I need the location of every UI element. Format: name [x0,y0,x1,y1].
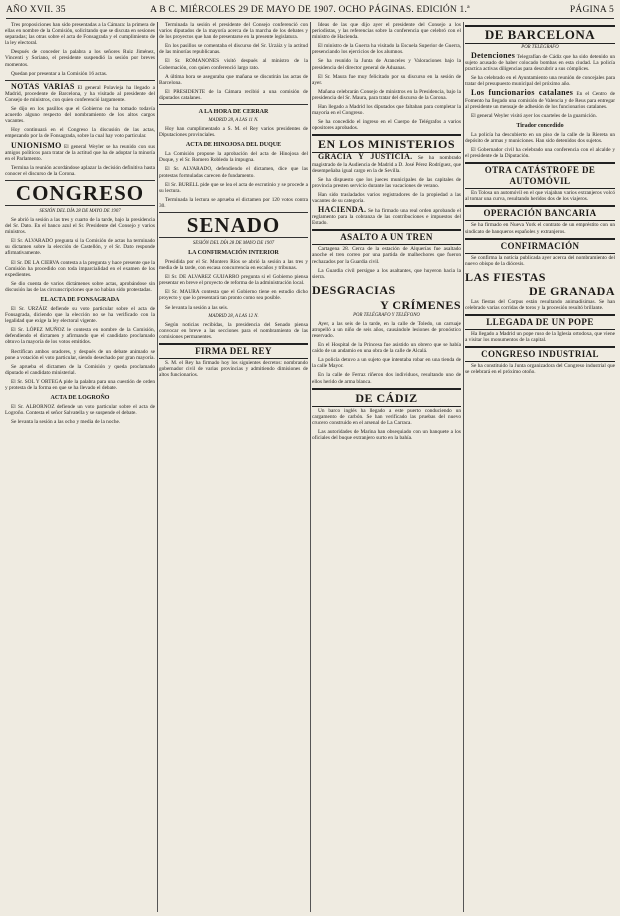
article-paragraph: Las autoridades de Marina han obsequiado con un banquete a los oficiales del buque extranjero surto en la bahía. [312,428,461,442]
article-paragraph: El Sr. BURELL pide que se lea el acta de escrutinio y se procede a su lectura. [159,181,308,194]
article-paragraph: El Sr. ROMANONES visitó después al ministro de la Gobernación, con quien conferenció largo rato. [159,58,308,71]
column-rule [310,22,311,912]
article-paragraph: En la calle de Ferraz riñeron dos individuos, resultando uno de ellos herido de arma blanca. [312,372,461,385]
article-paragraph: En Tolosa un automóvil en el que viajaban varios extranjeros volcó al tomar una curva, resultando heridos dos de los viajeros. [465,190,615,203]
article-paragraph: El Sr. URZÁIZ defiende su voto particular sobre el acta de Fonsagrada, diciendo que la elección no se ha verificado con la legalidad que exige la ley electoral vigente. [5,306,155,325]
article-paragraph: Se confirma la noticia publicada ayer acerca del nombramiento del nuevo obispo de la diócesis. [465,254,615,267]
article-paragraph: Después de conceder la palabra a los señores Ruiz Jiménez, Vincenti y Soriano, el presidente suspendió la sesión por breves momentos. [5,49,155,68]
article-paragraph: Termina la reunión acordándose aplazar la decisión definitiva hasta conocer el discurso de la Corona. [5,164,155,177]
article-paragraph: Se ha reunido la Junta de Aranceles y Valoraciones bajo la presidencia del director general de Aduanas. [312,58,461,71]
section-title-operacion: OPERACIÓN BANCARIA [465,205,615,221]
section-title-senado: SENADO [159,212,308,238]
article-paragraph: Se levanta la sesión a las ocho y media de la noche. [11,419,121,426]
article-paragraph: Quedan por presentar a la Comisión 16 actas. [11,70,108,77]
article-paragraph: Se dio cuenta de varios dictámenes sobre actas, aprobándose sin discusión las de las circunscripciones que no habían sido protestadas. [5,280,155,293]
section-title-catastrofe: OTRA CATÁSTROFE DE AUTOMÓVIL [465,162,615,189]
article-paragraph: El Sr. ALBORNOZ defiende un voto particular sobre el acta de Logroño. Contesta el señor Salvatella y se suspende el debate. [5,404,155,417]
article-paragraph: El Gobernador civil ha celebrado una conferencia con el alcalde y el presidente de la Diputación. [465,147,615,160]
section-title-cadiz: DE CÁDIZ [312,388,461,407]
section-title-pope: LLEGADA DE UN POPE [465,314,615,330]
article-text: Se ha nombrado magistrado de la Audiencia de Madrid a D. José Pérez Rodríguez, que desempeñaba igual cargo en la de Sevilla. [312,155,461,174]
column-4 [465,22,615,912]
article-paragraph: Han llegado a Madrid los diputados que faltaban para completar la mayoría en el Congreso. [312,104,461,117]
section-title-crimenes: Y CRÍMENES [380,297,461,312]
article-paragraph: La Comisión propone la aprobación del acta de Hinojosa del Duque, y el Sr. Romero Robledo la impugna. [159,151,308,164]
article-paragraph: Rectifican ambos oradores, y después de un debate animado se pone a votación el voto particular, siendo desechado por gran mayoría. [5,348,155,361]
section-title-fiestas: LAS FIESTAS [465,269,546,284]
article-text: Telegrafían de Cádiz que ha sido detenido un sujeto acusado de haber colocado bombas en esta ciudad. La policía practica activas diligencias para descubrir a sus cómplices. [465,54,615,73]
masthead [6,4,614,19]
section-title-barcelona: DE BARCELONA [465,25,615,44]
article-paragraph: El Sr. ALVARADO pregunta si la Comisión de actas ha terminado su dictamen sobre la elección de Castellón, y el Sr. Dato responde afirmativamente. [5,238,155,257]
section-title-ministerios: EN LOS MINISTERIOS [312,134,461,153]
article-paragraph: Las fiestas del Corpus están resultando animadísimas. Se han celebrado varias corridas de toros y la procesión resultó brillante. [465,298,615,311]
section-lead: Los funcionarios catalanes [471,88,574,98]
issue-number: AÑO XVII. 35 [6,5,66,15]
article-text: El general Weyler se ha reunido con sus amigos políticos para tratar de la actitud que ha de adoptar la minoría en el Parlamento. [5,143,155,162]
subheading: ACTA DE LOGROÑO [50,395,110,402]
article-paragraph: S. M. el Rey ha firmado hoy los siguientes decretos: nombrando gobernador civil de varias provincias y admitiendo dimisiones de altos funcionarios. [159,359,308,379]
section-title-granada: DE GRANADA [529,283,615,298]
subheading: Tirador concedido [516,122,564,129]
article-paragraph: El Sr. SOL Y ORTEGA pide la palabra para una cuestión de orden y protesta de la forma en que se ha llevado el debate. [5,378,155,392]
article-paragraph: Ideas de las que dijo ayer el presidente del Consejo a los periodistas, y las referencias sobre la conferencia que celebró con el ministro de Hacienda. [312,22,461,41]
subheading: A LA HORA DE CERRAR [198,109,269,116]
article-paragraph: El Sr. Maura fue muy felicitado por su discurso en la sesión de ayer. [312,73,461,86]
article-paragraph: En el Hospital de la Princesa fue asistido un obrero que se había caído de un andamio en una obra de la calle de Alcalá. [312,342,461,355]
dateline: MADRID 28, A LAS 11 N. [208,118,259,124]
wire-credit: POR TELÉGRAFO [521,45,559,50]
article-paragraph: El Sr. MAURA contesta que el Gobierno tiene en estudio dicho proyecto y que lo presentará tan pronto como sea posible. [159,289,308,302]
article-paragraph: Se dijo en los pasillos que el Gobierno no ha tomado todavía acuerdo alguno respecto del nombramiento de los altos cargos vacantes. [5,106,155,125]
wire-credit: POR TELÉGRAFO Y TELÉFONO [353,312,420,318]
article-paragraph: Terminada la sesión el presidente del Consejo conferenció con varios diputados de la mayoría acerca de la marcha de los debates y de los proyectos que han de presentarse en la presente legislatura. [159,22,308,41]
article-paragraph: Hoy han cumplimentado a S. M. el Rey varios presidentes de Diputaciones provinciales. [159,126,308,139]
article-paragraph: Han sido trasladados varios registradores de la propiedad a las vacantes de su categoría. [312,191,461,204]
column-1 [5,22,155,912]
article-paragraph: Se abrió la sesión a las tres y cuarto de la tarde, bajo la presidencia del Sr. Dato. En el banco azul el Sr. Presidente del Consejo y varios ministros. [5,216,155,236]
section-title-desgracias: DESGRACIAS [312,282,396,297]
article-paragraph: Se ha firmado en Nueva York el contrato de un empréstito con un sindicato de banqueros españoles y extranjeros. [465,222,615,235]
article-paragraph: El general Weyler visitó ayer los cuarteles de la guarnición. [471,112,597,119]
article-paragraph: Hoy continuará en el Congreso la discusión de las actas, empezando por la de Fonsagrada, sobre la cual hay voto particular. [5,127,155,140]
article-paragraph: En los pasillos se comentaba el discurso del Sr. Urzáiz y la actitud de las minorías republicanas. [159,43,308,56]
article-text: Se ha firmado una real orden aprobando el reglamento para la cobranza de las contribuciones e impuestos del Estado. [312,208,461,227]
article-paragraph: Un barco inglés ha llegado a este puerto conduciendo un cargamento de carbón. Se han verificado las pruebas del nuevo crucero construido en el arsenal de La Carraca. [312,407,461,426]
section-title-confirmacion: CONFIRMACIÓN [465,238,615,254]
subheading: EL ACTA DE FONSAGRADA [40,297,120,303]
section-lead: GRACIA Y JUSTICIA. [318,152,413,162]
section-title-firma: FIRMA DEL REY [159,343,308,359]
column-3 [312,22,461,912]
session-date: SESIÓN DEL DÍA 28 DE MAYO DE 1907 [192,240,275,246]
column-rule [463,22,464,912]
article-paragraph: El Sr. DE LA CIERVA contesta a la pregunta y hace presente que la Comisión ha procedido con toda imparcialidad en el examen de los expedientes. [5,259,155,278]
section-lead: UNIONISMO [11,140,62,150]
session-date: SESIÓN DEL DÍA 28 DE MAYO DE 1907 [39,208,121,214]
article-paragraph: Se aprueba el dictamen de la Comisión y queda proclamado diputado el candidato ministerial. [5,363,155,376]
article-paragraph: Tres proposiciones han sido presentadas a la Cámara: la primera de ellas en nombre de la Comisión, solicitando que se discuta en sesiones separadas; las otras sobre el acta de Fonsagrada y el cumplimiento de la ley electoral. [5,22,155,47]
article-paragraph: Cartagena 28. Cerca de la estación de Alquerías fue asaltado anoche el tren correo por una partida de malhechores que fueron rechazados por la Guardia civil. [312,246,461,265]
column-rule [157,22,158,912]
article-paragraph: El Sr. LÓPEZ MUÑOZ le contesta en nombre de la Comisión, defendiendo el dictamen y afirmando que el candidato proclamado obtuvo la mayoría de los votos emitidos. [5,327,155,346]
article-paragraph: Ayer, a las seis de la tarde, en la calle de Toledo, un carruaje atropelló a un niño de seis años, causándole lesiones de pronóstico reservado. [312,320,461,339]
dateline: MADRID 28, A LAS 12 N. [208,313,259,319]
section-lead: NOTAS VARIAS [11,81,75,91]
article-paragraph: Se ha dispuesto que los jueces municipales de las capitales de provincia presten servicio durante las vacaciones de verano. [312,176,461,189]
subheading: ACTA DE HINOJOSA DEL DUQUE [185,142,282,149]
article-paragraph: A última hora se aseguraba que mañana se discutirán las actas de Barcelona. [159,73,308,86]
article-paragraph: La policía detuvo a un sujeto que intentaba robar en una tienda de la calle Mayor. [312,357,461,370]
section-title-congreso: CONGRESO [5,180,155,206]
page-number: PÁGINA 5 [569,5,614,15]
article-paragraph: Se levanta la sesión a las seis. [165,304,229,311]
dateline: A B C. MIÉRCOLES 29 DE MAYO DE 1907. OCHO PÁGINAS. EDICIÓN 1.ª [150,5,470,15]
article-paragraph: Terminada la lectura se aprueba el dictamen por 120 votos contra 30. [159,196,308,209]
subheading: LA CONFIRMACIÓN INTERIOR [188,249,279,256]
divider [5,80,155,81]
article-text: El general Polavieja ha llegado a Madrid, procedente de Barcelona, y ha visitado al presidente del Consejo de ministros, con quien conferenció largamente. [5,84,155,103]
section-title-asalto: ASALTO A UN TREN [312,229,461,245]
section-lead: HACIENDA. [318,205,367,215]
article-text: En el Centro de Fomento ha llegado una comisión de Valencia y de Reus para entregar al presidente un mensaje de adhesión de los funcionarios catalanes. [465,91,615,110]
column-2 [159,22,308,912]
article-paragraph: La Guardia civil persigue a los asaltantes, que huyeron hacia la sierra. [312,267,461,280]
article-paragraph: Se ha constituido la Junta organizadora del Congreso industrial que se celebrará en el próximo otoño. [465,363,615,376]
article-paragraph: El Sr. ALVARADO, defendiendo el dictamen, dice que las protestas formuladas carecen de fundamento. [159,166,308,179]
section-lead: Detenciones [471,51,516,60]
article-paragraph: La policía ha descubierto en un piso de la calle de la Riereta un depósito de armas y municiones. Han sido detenidos dos sujetos. [465,131,615,144]
article-paragraph: Se ha celebrado en el Ayuntamiento una reunión de concejales para tratar del presupuesto municipal del próximo año. [465,75,615,88]
article-paragraph: Presidida por el Sr. Montero Ríos se abrió la sesión a las tres y media de la tarde, con escasa concurrencia en escaños y tribunas. [159,258,308,272]
article-paragraph: Se ha concedido el ingreso en el Cuerpo de Telégrafos a varios opositores aprobados. [312,119,461,132]
article-paragraph: El ministro de la Guerra ha visitado la Escuela Superior de Guerra, presenciando los ejercicios de los alumnos. [312,43,461,56]
article-paragraph: Mañana celebrarán Consejo de ministros en la Presidencia, bajo la presidencia del Sr. Maura, para tratar del discurso de la Corona. [312,88,461,101]
article-paragraph: El Sr. DE ALVAREZ GUIJARRO pregunta si el Gobierno piensa presentar en breve el proyecto de reforma de la administración local. [159,274,308,287]
divider [159,104,308,105]
section-title-congreso-industrial: CONGRESO INDUSTRIAL [465,346,615,362]
article-paragraph: Ha llegado a Madrid un pope ruso de la Iglesia ortodoxa, que viene a visitar los monumentos de la capital. [465,330,615,344]
article-paragraph: El PRESIDENTE de la Cámara recibió a una comisión de diputados catalanes. [159,88,308,101]
article-paragraph: Según noticias recibidas, la presidencia del Senado piensa convocar en breve a las secciones para el nombramiento de las comisiones permanentes. [159,321,308,340]
